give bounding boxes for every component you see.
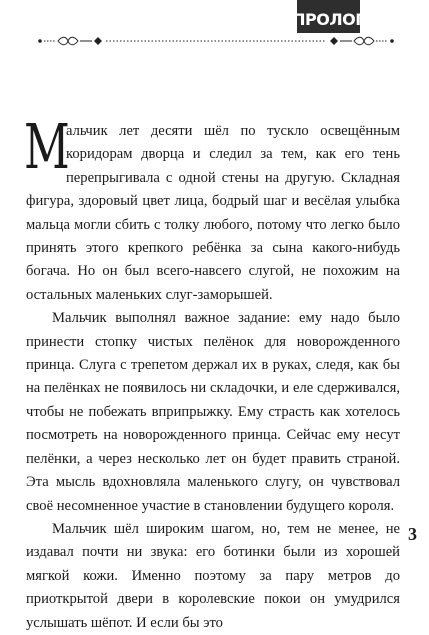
chapter-title: ПРОЛОГ [292,10,365,29]
paragraph-2: Мальчик выполнял важное задание: ему надо было принести стопку чистых пелёнок для новорожденного принца. Слуга с трепетом держал их в руках, следя, как бы на пелёнках не появилось ни складочки, и еле сдерживался, чтобы не побежать вприпрыжку. Ему страсть как хотелось посмотреть на новорожденного принца. Сейчас ему несут пелёнки, а через несколько лет он будет править страной. Эта мысль вдохновляла маленького слугу, он чувствовал своё несомненное участие в становлении будущего короля. [26,310,400,514]
main-text [24,110,400,635]
chapter-header [292,0,365,33]
paragraph-3: Мальчик шёл широким шагом, но, тем не менее, не издавал почти ни звука: его ботинки были из хорошей мягкой кожи. Именно поэтому за пару метров до приоткрытой двери в королевские покои он умудрился услышать шёпот. И если бы это [26,520,400,631]
drop-cap: М [24,110,70,183]
ornamental-divider [36,34,396,48]
paragraph-1 [24,110,400,307]
paragraph-1-text: альчик лет десяти шёл по тускло освещённым коридорам дворца и следил за тем, как его тень перепрыгивала с одной стены на другую. Складная фигура, здоровый цвет лица, бодрый шаг и весёлая улыбка мальца могли сбить с толку любого, потому что легко было принять этого крепкого ребёнка за сына какого-нибудь богача. Но он был всего-навсего слугой, не похожим на остальных маленьких слуг-заморышей. [26,123,400,303]
page-number: 3 [408,524,417,544]
